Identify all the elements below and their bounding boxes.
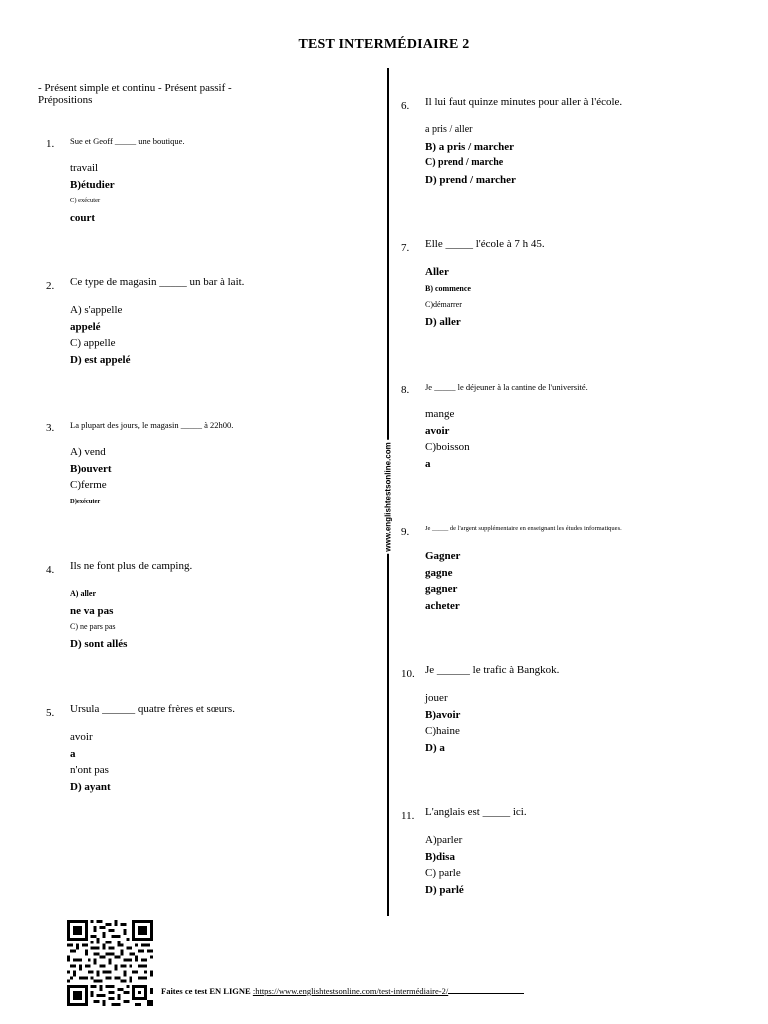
footer-link[interactable]: :https://www.englishtestsonline.com/test-intermédiaire-2/ — [252, 986, 449, 996]
option: B) commence — [425, 283, 471, 293]
option: Gagner — [425, 550, 461, 562]
footer-underline — [448, 993, 524, 994]
option: n'ont pas — [70, 764, 109, 776]
page-title: TEST INTERMÉDIAIRE 2 — [298, 37, 470, 52]
question-stem: La plupart des jours, le magasin _____ à 22h00. — [70, 420, 234, 430]
option: A) vend — [70, 446, 106, 458]
qr-code-icon[interactable] — [67, 920, 153, 1006]
option: C)ferme — [70, 479, 107, 491]
option: a — [70, 747, 76, 760]
option: B)disa — [425, 850, 455, 863]
option: D) parlé — [425, 883, 464, 896]
question-stem: Ce type de magasin _____ un bar à lait. — [70, 276, 245, 288]
vertical-watermark: www.englishtestsonline.com — [383, 442, 393, 552]
question-number: 1. — [46, 138, 55, 150]
footer-label: Faites ce test EN LIGNE — [161, 986, 251, 996]
option: C) parle — [425, 867, 461, 879]
question-number: 6. — [401, 100, 410, 112]
option: D) prend / marcher — [425, 173, 516, 186]
question-stem: Je _____ de l'argent supplémentaire en enseignant les études informatiques. — [425, 525, 622, 532]
question-number: 4. — [46, 564, 55, 576]
question-stem: Je ______ le trafic à Bangkok. — [425, 664, 560, 676]
option: a pris / aller — [425, 124, 473, 135]
option: court — [70, 211, 96, 224]
option: avoir — [425, 424, 450, 437]
option: appelé — [70, 320, 101, 333]
option: C)démarrer — [425, 300, 462, 309]
option: C) ne pars pas — [70, 622, 116, 631]
option: mange — [425, 408, 455, 420]
option: C) appelle — [70, 337, 116, 349]
option: D) aller — [425, 315, 461, 328]
question-number: 10. — [401, 668, 415, 680]
option: ne va pas — [70, 604, 114, 617]
question-number: 11. — [401, 810, 415, 822]
topics-list: - Présent simple et continu - Présent passif - Prépositions — [38, 82, 232, 106]
option: C) exécuter — [70, 197, 101, 204]
option: C)boisson — [425, 441, 470, 453]
question-stem: Je _____ le déjeuner à la cantine de l'université. — [425, 382, 588, 392]
footer-line — [161, 986, 524, 996]
option: B)avoir — [425, 708, 461, 721]
question-stem: Ils ne font plus de camping. — [70, 560, 193, 572]
question-stem: Ursula ______ quatre frères et sœurs. — [70, 703, 235, 715]
option: jouer — [425, 692, 448, 704]
option: C) prend / marche — [425, 157, 504, 168]
option: D) a — [425, 741, 445, 754]
question-number: 5. — [46, 707, 55, 719]
option: B)étudier — [70, 178, 115, 191]
option: C)haine — [425, 725, 460, 737]
option: D) ayant — [70, 780, 111, 793]
option: D) est appelé — [70, 353, 131, 366]
option: A) s'appelle — [70, 304, 123, 316]
option: B) a pris / marcher — [425, 140, 515, 153]
question-stem: L'anglais est _____ ici. — [425, 806, 527, 818]
question-number: 8. — [401, 384, 410, 396]
option: D)exécuter — [70, 497, 101, 505]
option: Aller — [425, 266, 449, 278]
question-number: 7. — [401, 242, 410, 254]
question-number: 3. — [46, 422, 55, 434]
option: gagner — [425, 583, 458, 595]
question-number: 9. — [401, 526, 410, 538]
option: A)parler — [425, 834, 463, 846]
option: D) sont allés — [70, 637, 128, 650]
option: A) aller — [70, 589, 96, 598]
question-stem: Il lui faut quinze minutes pour aller à l'école. — [425, 96, 623, 108]
option: avoir — [70, 731, 93, 743]
option: travail — [70, 162, 99, 174]
question-stem: Sue et Geoff _____ une boutique. — [70, 136, 185, 146]
question-number: 2. — [46, 280, 55, 292]
option: gagne — [425, 566, 453, 579]
option: acheter — [425, 599, 460, 612]
option: a — [425, 457, 431, 470]
question-stem: Elle _____ l'école à 7 h 45. — [425, 238, 545, 250]
option: B)ouvert — [70, 462, 112, 475]
